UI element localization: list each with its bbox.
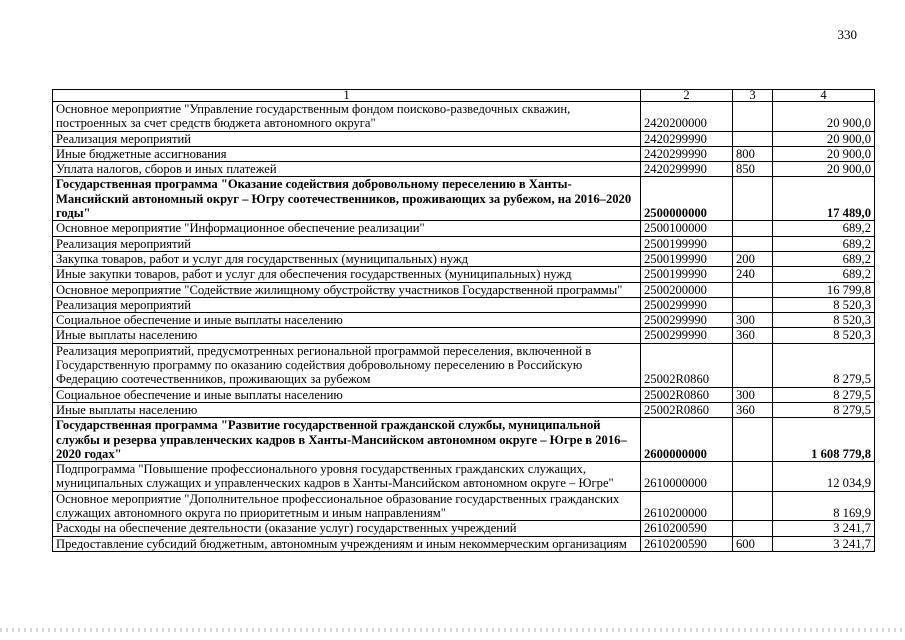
row-name-cell: Иные закупки товаров, работ и услуг для обеспечения государственных (муниципальных) нужд [53,267,641,282]
row-type-cell [733,491,773,521]
table-row [53,462,875,492]
row-amount-cell: 20 900,0 [773,131,875,146]
table-row [53,402,875,417]
row-name-cell: Основное мероприятие "Управление государственным фондом поисково-разведочных скважин, построенных за счет средств бюджета автономного округа" [53,102,641,132]
table-row [53,131,875,146]
row-amount-cell: 8 520,3 [773,297,875,312]
row-amount-cell: 689,2 [773,267,875,282]
table-row [53,313,875,328]
row-code-cell: 2500299990 [641,328,733,343]
row-name-cell: Основное мероприятие "Дополнительное профессиональное образование государственных гражданских служащих автономного округа по приоритетным и иным направлениям" [53,491,641,521]
row-code-cell: 2500100000 [641,221,733,236]
table-row [53,521,875,536]
row-type-cell [733,177,773,221]
row-code-cell: 2500299990 [641,297,733,312]
row-type-cell [733,343,773,387]
row-name-cell: Социальное обеспечение и иные выплаты населению [53,387,641,402]
row-amount-cell: 20 900,0 [773,146,875,161]
row-amount-cell: 16 799,8 [773,282,875,297]
page-number: 330 [837,27,857,42]
table-row [53,251,875,266]
table-body [53,102,875,552]
budget-table [52,89,875,552]
row-code-cell: 2610000000 [641,462,733,492]
table-row [53,328,875,343]
row-name-cell: Иные выплаты населению [53,328,641,343]
row-code-cell: 2500199990 [641,267,733,282]
row-amount-cell: 8 169,9 [773,491,875,521]
table-row [53,102,875,132]
table-row [53,282,875,297]
row-code-cell: 2500200000 [641,282,733,297]
row-type-cell [733,236,773,251]
row-name-cell: Государственная программа "Оказание содействия добровольному переселению в Ханты-Мансийский автономный округ – Югру соотечественников, проживающих за рубежом, на 2016–2020 годы" [53,177,641,221]
row-name-cell: Предоставление субсидий бюджетным, автономным учреждениям и иным некоммерческим организациям [53,536,641,551]
row-code-cell: 2610200590 [641,536,733,551]
row-type-cell [733,462,773,492]
row-type-cell: 360 [733,402,773,417]
header-col-type: 3 [733,90,773,102]
row-code-cell: 2500000000 [641,177,733,221]
row-name-cell: Реализация мероприятий, предусмотренных региональной программой переселения, включенной в Государственную программу по оказанию содействия добровольному переселению в Российскую Федерацию соотечественников, проживающих за рубежом [53,343,641,387]
table-row [53,343,875,387]
header-col-code: 2 [641,90,733,102]
header-row [53,90,875,102]
row-code-cell: 2420200000 [641,102,733,132]
row-code-cell: 2500199990 [641,251,733,266]
row-code-cell: 2420299990 [641,131,733,146]
row-amount-cell: 8 520,3 [773,313,875,328]
table-row [53,267,875,282]
table-row [53,146,875,161]
table-row [53,536,875,551]
row-name-cell: Социальное обеспечение и иные выплаты населению [53,313,641,328]
table-row [53,491,875,521]
row-name-cell: Основное мероприятие "Информационное обеспечение реализации" [53,221,641,236]
row-amount-cell: 8 279,5 [773,387,875,402]
row-type-cell [733,102,773,132]
row-name-cell: Закупка товаров, работ и услуг для государственных (муниципальных) нужд [53,251,641,266]
row-type-cell: 850 [733,162,773,177]
row-amount-cell: 20 900,0 [773,102,875,132]
row-name-cell: Государственная программа "Развитие государственной гражданской службы, муниципальной службы и резерва управленческих кадров в Ханты-Мансийском автономном округе – Югре в 2016–2020 годах" [53,418,641,462]
header-col-amount: 4 [773,90,875,102]
row-amount-cell: 20 900,0 [773,162,875,177]
row-type-cell: 800 [733,146,773,161]
row-name-cell: Реализация мероприятий [53,131,641,146]
row-type-cell: 300 [733,387,773,402]
row-code-cell: 25002R0860 [641,402,733,417]
row-type-cell: 300 [733,313,773,328]
row-code-cell: 2500299990 [641,313,733,328]
table-row [53,162,875,177]
row-amount-cell: 689,2 [773,221,875,236]
row-amount-cell: 1 608 779,8 [773,418,875,462]
row-name-cell: Основное мероприятие "Содействие жилищному обустройству участников Государственной программы" [53,282,641,297]
header-col-name: 1 [53,90,641,102]
row-name-cell: Иные выплаты населению [53,402,641,417]
row-amount-cell: 17 489,0 [773,177,875,221]
row-type-cell [733,221,773,236]
row-code-cell: 25002R0860 [641,343,733,387]
scan-artifact [0,628,905,632]
row-name-cell: Подпрограмма "Повышение профессионального уровня государственных гражданских служащих, муниципальных служащих и управленческих кадров в Ханты-Мансийском автономном округе – Югре" [53,462,641,492]
row-code-cell: 2600000000 [641,418,733,462]
row-code-cell: 2420299990 [641,162,733,177]
row-name-cell: Уплата налогов, сборов и иных платежей [53,162,641,177]
row-amount-cell: 689,2 [773,236,875,251]
row-type-cell [733,282,773,297]
row-code-cell: 25002R0860 [641,387,733,402]
row-amount-cell: 3 241,7 [773,521,875,536]
row-name-cell: Расходы на обеспечение деятельности (оказание услуг) государственных учреждений [53,521,641,536]
row-name-cell: Реализация мероприятий [53,297,641,312]
row-type-cell [733,297,773,312]
row-code-cell: 2420299990 [641,146,733,161]
table-row [53,418,875,462]
table-row [53,297,875,312]
table-row [53,387,875,402]
table-row [53,236,875,251]
row-type-cell: 600 [733,536,773,551]
row-name-cell: Иные бюджетные ассигнования [53,146,641,161]
row-type-cell [733,131,773,146]
row-amount-cell: 8 279,5 [773,402,875,417]
row-amount-cell: 8 520,3 [773,328,875,343]
row-amount-cell: 8 279,5 [773,343,875,387]
row-amount-cell: 12 034,9 [773,462,875,492]
table-row [53,221,875,236]
table-row [53,177,875,221]
row-amount-cell: 3 241,7 [773,536,875,551]
row-name-cell: Реализация мероприятий [53,236,641,251]
row-code-cell: 2610200000 [641,491,733,521]
row-type-cell: 360 [733,328,773,343]
row-type-cell [733,418,773,462]
row-code-cell: 2500199990 [641,236,733,251]
row-type-cell: 200 [733,251,773,266]
row-type-cell: 240 [733,267,773,282]
row-amount-cell: 689,2 [773,251,875,266]
row-code-cell: 2610200590 [641,521,733,536]
row-type-cell [733,521,773,536]
